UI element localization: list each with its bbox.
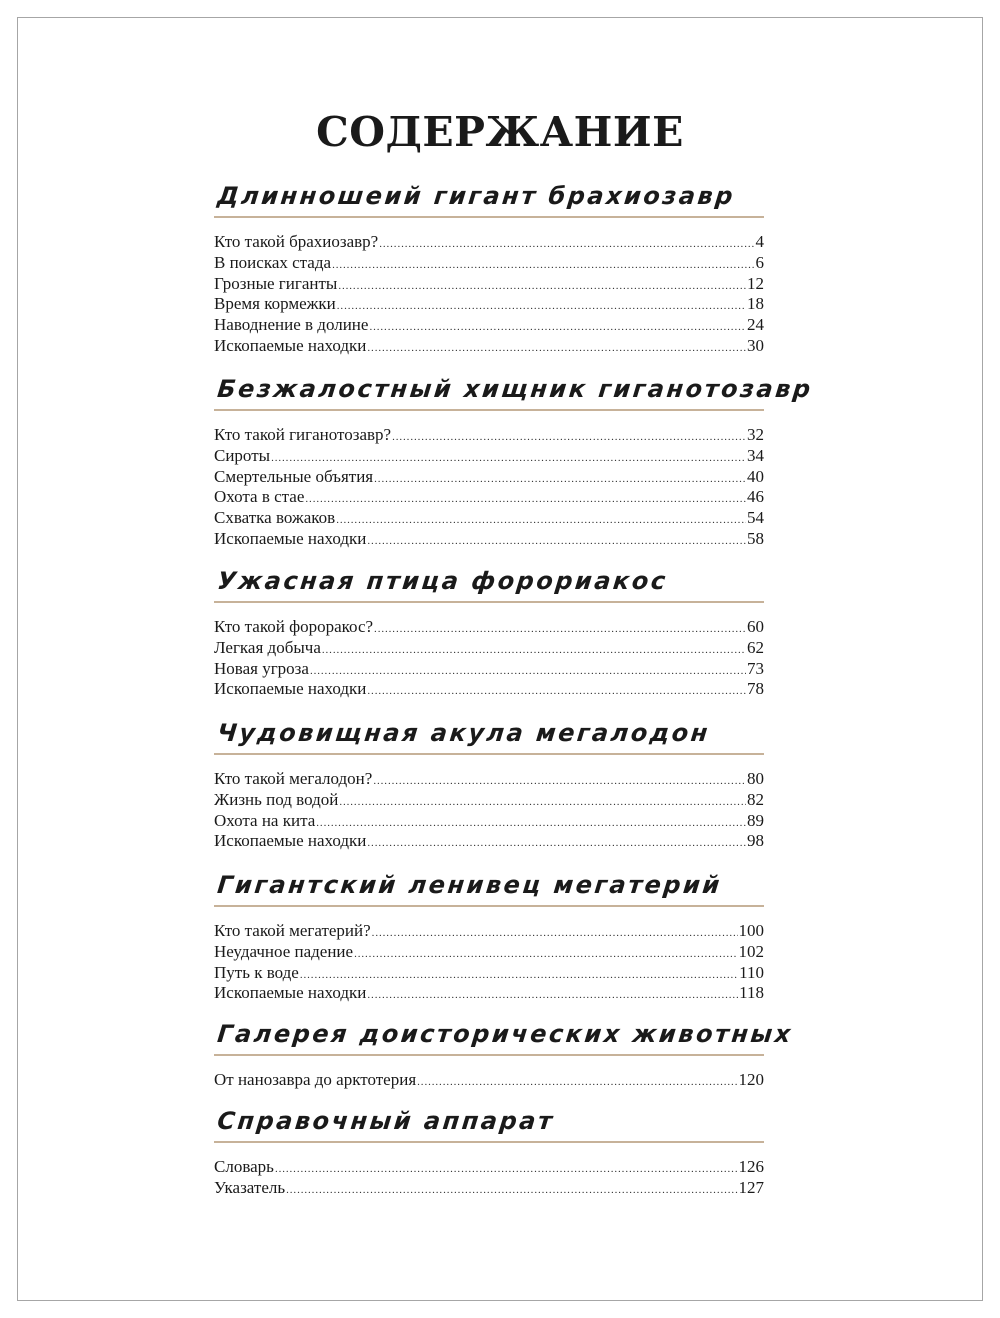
entry-page-number: 98 <box>747 831 764 851</box>
entry-list <box>214 617 764 700</box>
entry-label: Путь к воде <box>214 962 299 982</box>
dot-leader <box>417 1076 737 1088</box>
entry-list <box>214 1157 764 1199</box>
entry-list <box>214 232 764 357</box>
section-heading <box>214 176 764 218</box>
entry-label: Новая угроза <box>214 658 309 678</box>
dot-leader <box>374 623 746 635</box>
entry-page-number: 24 <box>747 315 764 335</box>
entry-page-number: 80 <box>747 769 764 788</box>
entry-page-number: 102 <box>738 941 764 961</box>
entry-page-number: 120 <box>738 1070 764 1089</box>
entry-page-number: 110 <box>739 962 764 982</box>
toc-entry <box>214 790 764 811</box>
dot-leader <box>367 989 738 1001</box>
toc-entry <box>214 487 764 508</box>
toc-entry <box>214 769 764 790</box>
toc-entry <box>214 617 764 638</box>
section-title: Гигантский ленивец мегатерий <box>216 871 724 899</box>
entry-page-number: 30 <box>747 335 764 355</box>
dot-leader <box>369 321 746 333</box>
toc-entry <box>214 294 764 315</box>
toc-entry <box>214 446 764 467</box>
entry-label: Охота на кита <box>214 810 316 830</box>
entry-page-number: 78 <box>747 679 764 699</box>
entry-page-number: 34 <box>747 445 764 465</box>
page-title: СОДЕРЖАНИЕ <box>316 108 684 156</box>
entry-page-number: 4 <box>755 232 764 251</box>
entry-label: Легкая добыча <box>214 637 321 657</box>
dot-leader <box>275 1163 738 1175</box>
entry-label: Словарь <box>214 1157 274 1176</box>
entry-page-number: 89 <box>747 810 764 830</box>
dot-leader <box>379 238 754 250</box>
dot-leader <box>316 817 746 829</box>
section-heading <box>214 369 815 411</box>
toc-entry <box>214 963 764 984</box>
entry-page-number: 73 <box>747 658 764 678</box>
entry-page-number: 58 <box>747 528 764 548</box>
toc-section <box>214 865 764 1004</box>
dot-leader <box>367 342 746 354</box>
entry-label: От нанозавра до арктотерия <box>214 1070 417 1089</box>
dot-leader <box>339 796 746 808</box>
toc-entry <box>214 336 764 357</box>
entry-label: Время кормежки <box>214 294 336 314</box>
entry-list <box>214 921 764 1004</box>
toc-entry <box>214 1070 764 1091</box>
section-title: Справочный аппарат <box>216 1107 556 1135</box>
entry-page-number: 6 <box>755 252 764 272</box>
toc-section <box>214 1014 795 1091</box>
toc-entry <box>214 659 764 680</box>
dot-leader <box>337 300 746 312</box>
section-heading <box>214 561 764 603</box>
entry-label: Кто такой гиганотозавр? <box>214 425 392 444</box>
toc-entry <box>214 274 764 295</box>
entry-label: Ископаемые находки <box>214 679 367 699</box>
dot-leader <box>338 280 746 292</box>
dot-leader <box>322 644 746 656</box>
entry-page-number: 18 <box>747 294 764 314</box>
section-title: Ужасная птица форориакос <box>216 567 670 595</box>
toc-section <box>214 369 815 550</box>
section-heading <box>214 1101 764 1143</box>
entry-page-number: 126 <box>738 1157 764 1176</box>
toc-section <box>214 1101 764 1199</box>
section-heading <box>214 1014 795 1056</box>
entry-label: Ископаемые находки <box>214 528 367 548</box>
entry-label: Ископаемые находки <box>214 831 367 851</box>
toc-entry <box>214 315 764 336</box>
section-heading <box>214 865 764 907</box>
toc-entry <box>214 1178 764 1199</box>
section-heading <box>214 713 764 755</box>
section-title: Длинношеий гигант брахиозавр <box>216 182 737 210</box>
section-title: Галерея доисторических животных <box>216 1020 795 1048</box>
toc-entry <box>214 921 764 942</box>
entry-page-number: 54 <box>747 508 764 528</box>
entry-label: В поисках стада <box>214 252 332 272</box>
toc-entry <box>214 1157 764 1178</box>
toc-entry <box>214 638 764 659</box>
toc-entry <box>214 983 764 1004</box>
section-title: Безжалостный хищник гиганотозавр <box>216 375 815 403</box>
dot-leader <box>367 837 746 849</box>
entry-label: Сироты <box>214 445 271 465</box>
dot-leader <box>336 514 746 526</box>
entry-page-number: 32 <box>747 425 764 444</box>
entry-label: Неудачное падение <box>214 941 354 961</box>
entry-label: Кто такой мегалодон? <box>214 769 373 788</box>
dot-leader <box>310 665 746 677</box>
entry-label: Кто такой фороракос? <box>214 617 374 636</box>
section-title: Чудовищная акула мегалодон <box>216 719 712 747</box>
entry-page-number: 82 <box>747 789 764 809</box>
entry-label: Кто такой брахиозавр? <box>214 232 379 251</box>
toc-entry <box>214 467 764 488</box>
entry-page-number: 60 <box>747 617 764 636</box>
dot-leader <box>271 452 746 464</box>
toc-section <box>214 176 764 357</box>
toc-section <box>214 561 764 700</box>
entry-label: Охота в стае <box>214 487 305 507</box>
entry-list <box>214 769 764 852</box>
entry-list <box>214 425 764 550</box>
toc-entry <box>214 253 764 274</box>
toc-entry <box>214 508 764 529</box>
dot-leader <box>305 493 746 505</box>
entry-label: Смертельные объятия <box>214 466 374 486</box>
toc-entry <box>214 942 764 963</box>
entry-label: Кто такой мегатерий? <box>214 921 371 940</box>
dot-leader <box>367 535 746 547</box>
dot-leader <box>300 969 738 981</box>
entry-page-number: 118 <box>739 983 764 1003</box>
dot-leader <box>286 1184 737 1196</box>
entry-page-number: 62 <box>747 637 764 657</box>
toc-entry <box>214 831 764 852</box>
entry-page-number: 46 <box>747 487 764 507</box>
toc-entry <box>214 679 764 700</box>
dot-leader <box>392 431 746 443</box>
entry-page-number: 40 <box>747 466 764 486</box>
entry-page-number: 127 <box>738 1177 764 1197</box>
entry-label: Наводнение в долине <box>214 315 369 335</box>
entry-label: Ископаемые находки <box>214 335 367 355</box>
entry-label: Жизнь под водой <box>214 789 339 809</box>
entry-page-number: 100 <box>738 921 764 940</box>
dot-leader <box>373 775 746 787</box>
dot-leader <box>367 685 746 697</box>
toc-entry <box>214 232 764 253</box>
entry-label: Схватка вожаков <box>214 508 336 528</box>
toc-entry <box>214 811 764 832</box>
dot-leader <box>354 948 737 960</box>
dot-leader <box>332 259 754 271</box>
toc-section <box>214 713 764 852</box>
entry-label: Указатель <box>214 1177 286 1197</box>
entry-page-number: 12 <box>747 273 764 293</box>
entry-list <box>214 1070 764 1091</box>
entry-label: Ископаемые находки <box>214 983 367 1003</box>
dot-leader <box>374 473 746 485</box>
toc-entry <box>214 529 764 550</box>
dot-leader <box>372 927 738 939</box>
entry-label: Грозные гиганты <box>214 273 338 293</box>
toc-entry <box>214 425 764 446</box>
